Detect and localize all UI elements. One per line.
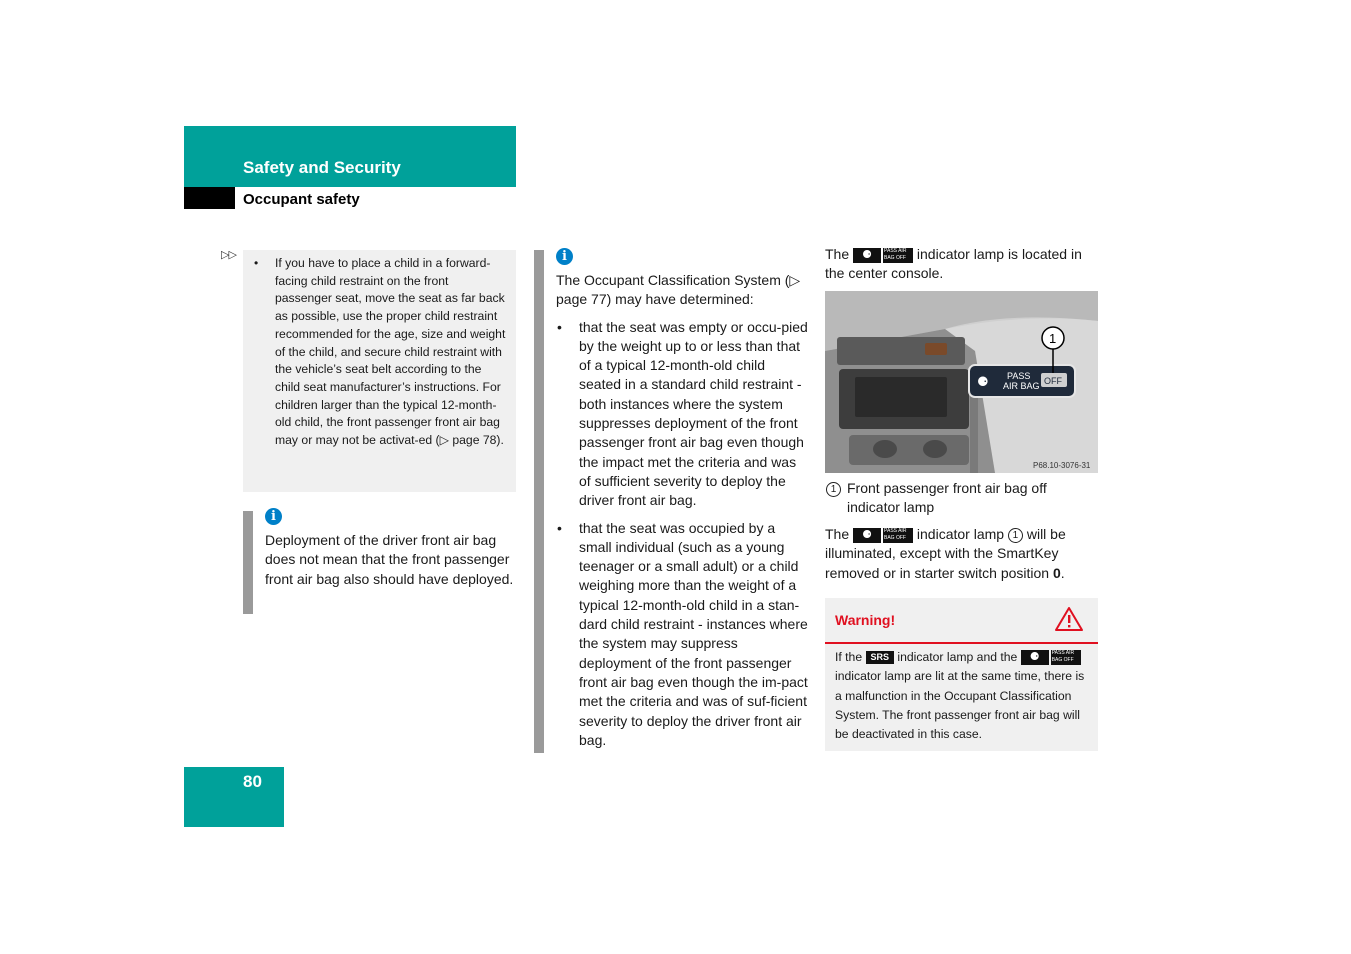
pass-air-bag-off-icon: ⚈ PASS AIR BAG OFF <box>853 528 913 543</box>
indicator-illumination-text: The ⚈ PASS AIR BAG OFF indicator lamp 1 will be illuminated, except with the SmartKey removed or in starter switch position 0. <box>825 526 1066 581</box>
child-restraint-bullet-box <box>243 250 516 492</box>
info-note <box>265 508 520 589</box>
occupant-classification-note <box>556 248 808 758</box>
pass-air-bag-off-icon: ⚈ PASS AIR BAG OFF <box>853 248 913 263</box>
center-console-photo <box>825 291 1098 473</box>
warning-box <box>825 598 1098 751</box>
warning-text: If the SRS indicator lamp and the ⚈ PASS AIR BAG OFF indicator lamp are lit at the same time, there is a malfunction in the Occupant Classification System. The front passenger front air bag will be deactivated in this case. <box>835 650 1085 742</box>
figure-ref-code: P68.10-3076-31 <box>1033 461 1091 470</box>
page-number-box <box>184 767 284 827</box>
figure-off-label: OFF <box>1044 376 1062 386</box>
figure-pass-label: PASS <box>1007 371 1031 381</box>
list-item: • If you have to place a child in a forward-facing child restraint on the front passenger seat, move the seat as far back as possible, use the proper child restraint recommended for the age, size and weight of the child, and secure child restraint with the vehicle’s seat belt according to the child seat manufacturer’s instructions. For children larger than the typical 12-month-old child, the front passenger front air bag may or may not be activat-ed (▷ page 78). <box>243 250 516 450</box>
pass-air-bag-off-icon: ⚈ PASS AIR BAG OFF <box>1021 650 1081 665</box>
srs-icon: SRS <box>866 651 895 664</box>
figure-airbag-label: AIR BAG <box>1003 381 1040 391</box>
figure-caption: 1 Front passenger front air bag off indicator lamp <box>825 479 1098 518</box>
list-item: • that the seat was occupied by a small individual (such as a young teenager or a small adult) or a child weighing more than the weight of a typical 12-month-old child in a stan-dard child restraint - instances where the system may suppress deployment of the front passenger front air bag even though the im-pact met the criteria and was of suf-ficient severity to deploy the driver front air bag. <box>556 519 808 751</box>
section-tab-marker <box>184 187 235 209</box>
warning-triangle-icon <box>1054 606 1084 632</box>
callout-number: 1 <box>826 482 841 497</box>
figure-callout-1: 1 <box>1049 331 1057 346</box>
list-item: • that the seat was empty or occu-pied by the weight up to or less than that of a typical 12-month-old child seated in a standard child restraint - both instances where the system suppresses deployment of the front passenger front air bag even though the impact met the criteria and was of sufficient severity to deploy the driver front air bag. <box>556 318 808 511</box>
indicator-location-text: The ⚈ PASS AIR BAG OFF indicator lamp is located in the center console. <box>825 246 1082 282</box>
section-title: Safety and Security <box>243 158 401 177</box>
page-number: 80 <box>243 772 262 791</box>
continued-marker: ▷▷ <box>221 249 236 261</box>
note-bar <box>534 250 544 753</box>
callout-number: 1 <box>1008 528 1023 543</box>
warning-header <box>825 598 1098 644</box>
note-bar <box>243 511 253 614</box>
info-note-text: Deployment of the driver front air bag does not mean that the front passenger front air bag also should have deployed. <box>265 532 514 587</box>
info-icon: i <box>265 508 282 525</box>
subsection-title: Occupant safety <box>243 191 360 208</box>
svg-text:⚈: ⚈ <box>977 375 989 390</box>
note-intro: The Occupant Classification System (▷ page 77) may have determined: <box>556 272 801 308</box>
info-icon: i <box>556 248 573 265</box>
warning-label: Warning! <box>835 612 896 628</box>
